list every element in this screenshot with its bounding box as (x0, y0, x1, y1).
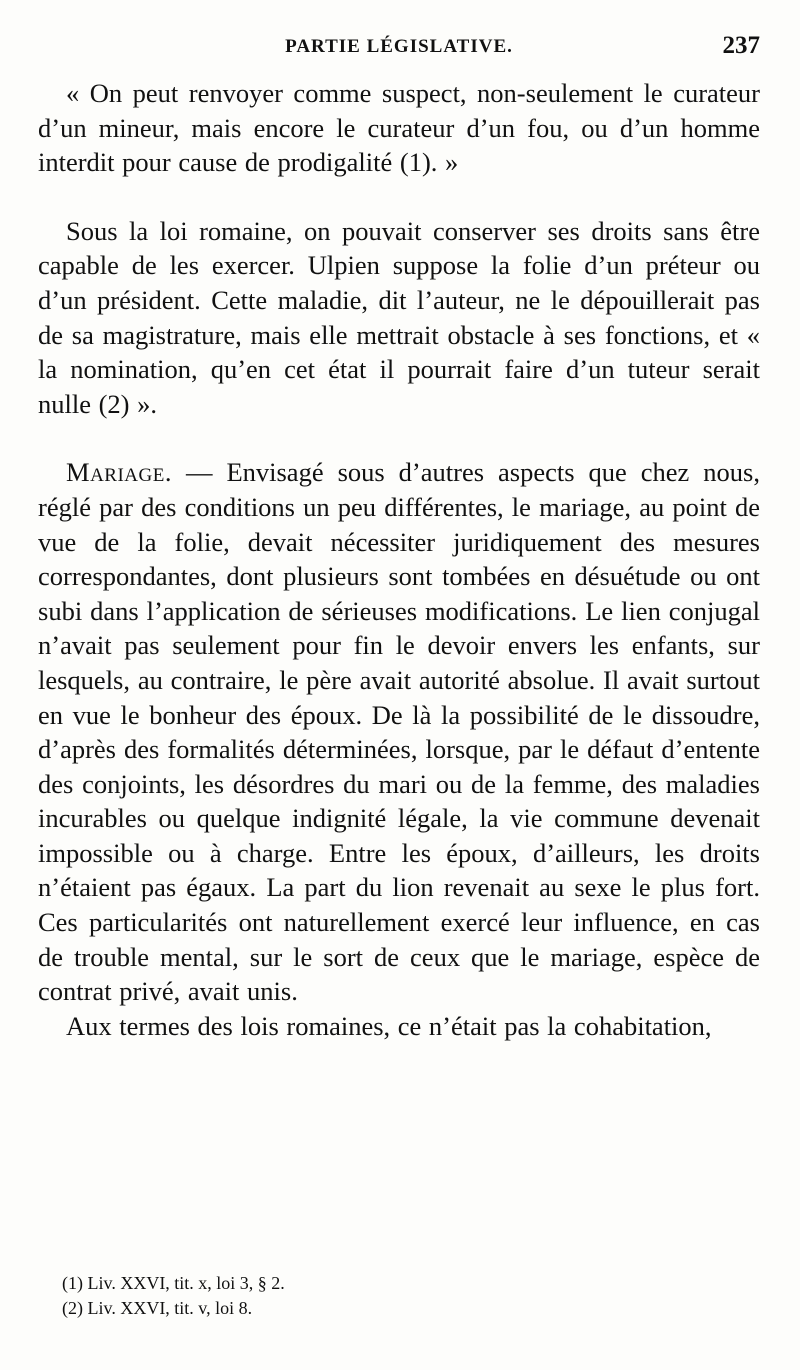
paragraph-cohabitation: Aux termes des lois romaines, ce n’était pas la cohabitation, (66, 1010, 712, 1041)
paragraph-mariage-text: — Envisagé sous d’autres aspects que chez nous, réglé par des conditions un peu différentes, le mariage, au point de vue de la folie, devait nécessiter juridiquement des mesures correspondantes, dont plusieurs sont tombées en désuétude ou ont subi dans l’application de sérieuses modifications. Le lien conjugal n’avait pas seulement pour fin le devoir envers les enfants, sur lesquels, au contraire, le père avait autorité absolue. Il avait surtout en vue le bonheur des époux. De là la possibilité de le dissoudre, d’après des formalités déterminées, lorsque, par le défaut d’entente des conjoints, les désordres du mari ou de la femme, des maladies incurables ou quelque indignité légale, la vie commune devenait impossible ou à charge. Entre les époux, d’ailleurs, les droits n’étaient pas égaux. La part du lion revenait au sexe le plus fort. Ces particularités ont naturellement exercé leur influence, en cas de trouble mental, sur le sort de ceux que le mariage, espèce de contrat privé, avait unis. (38, 457, 760, 1007)
page-number: 237 (722, 32, 760, 59)
paragraph-quotation: « On peut renvoyer comme suspect, non-seulement le curateur d’un mineur, mais encore le curateur d’un fou, ou d’un homme interdit pour cause de prodigalité (1). » (38, 78, 760, 178)
paragraph-mariage (38, 455, 760, 1009)
footnote-1: (1) Liv. XXVI, tit. x, loi 3, § 2. (62, 1273, 285, 1293)
body-text (38, 76, 760, 1043)
section-heading-mariage: Mariage. (66, 457, 172, 488)
running-head (38, 32, 760, 66)
running-title: PARTIE LÉGISLATIVE. (285, 36, 513, 57)
footnote-2: (2) Liv. XXVI, tit. v, loi 8. (62, 1298, 253, 1318)
footnotes (62, 1271, 762, 1321)
paragraph-roman-law: Sous la loi romaine, on pouvait conserver ses droits sans être capable de les exercer. Ulpien suppose la folie d’un préteur ou d’un président. Cette maladie, dit l’auteur, ne le dépouillerait pas de sa magistrature, mais elle mettrait obstacle à ses fonctions, et « la nomination, qu’en cet état il pourrait faire d’un tuteur serait nulle (2) ». (38, 215, 760, 419)
